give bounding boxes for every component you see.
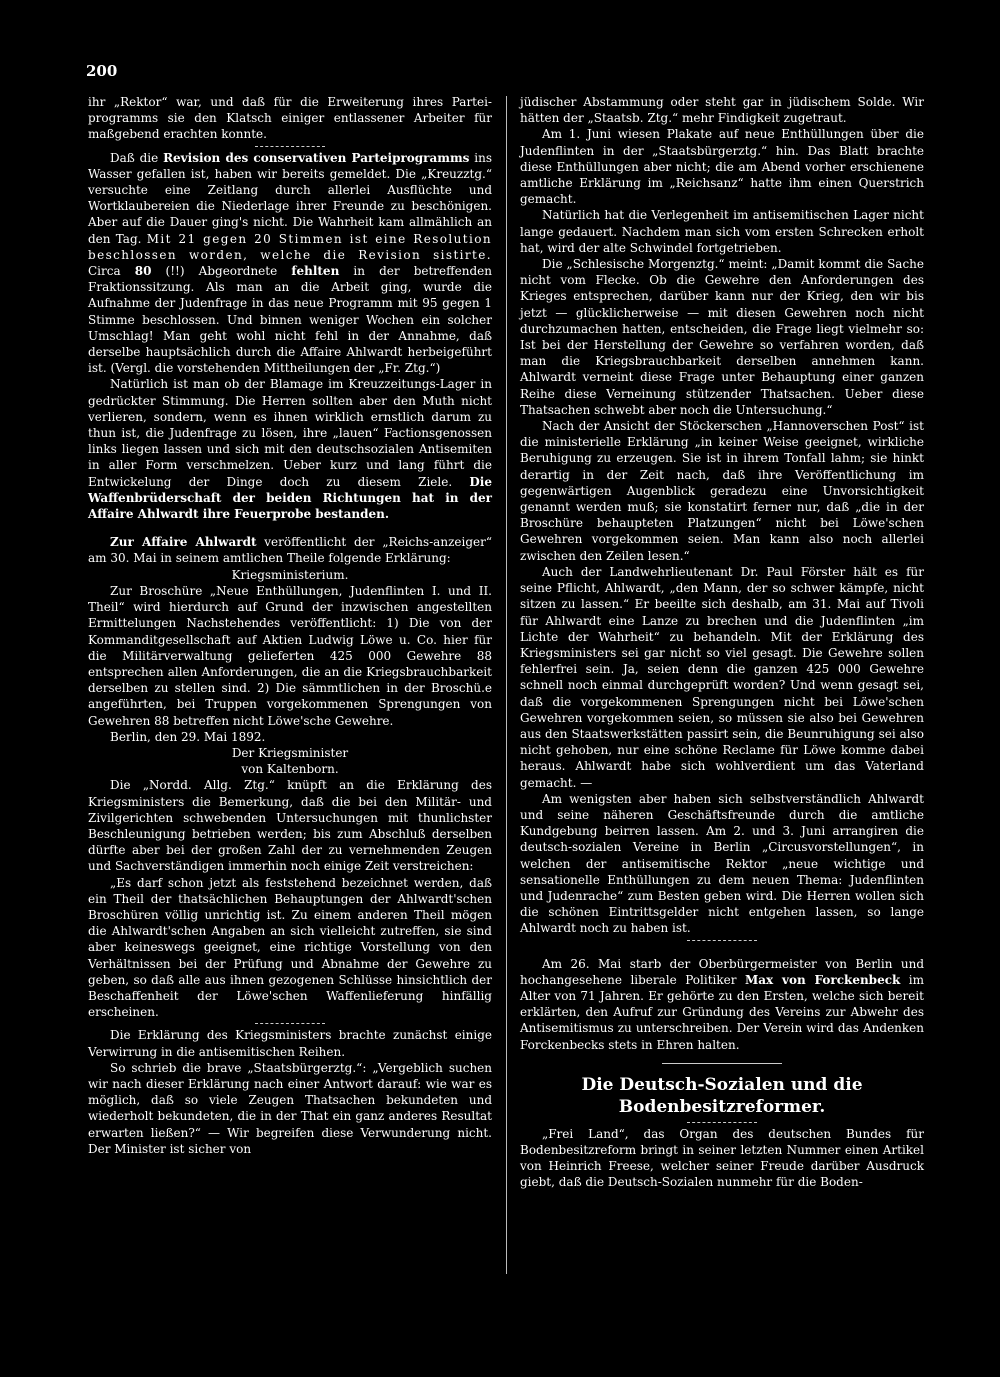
left-paragraph-2: Daß die Revision des conservativen Parteiprogramms ins Wasser gefallen ist, haben wir bereits gemeldet. Die „Kreuzztg.“ versuchte eine Zeitlang durch allerlei Ausflüchte und Wortklaubereien die Niederlage ihrer Freunde zu beschönigen. Aber auf die Dauer ging's nicht. Die Wahrheit kam allmählich an den Tag. Mit 21 gegen 20 Stimmen ist eine Resolution beschlossen worden, welche die Revision sistirte. Circa 80 (!!) Abgeordnete fehlten in der betreffenden Fraktionssitzung. Als man an die Arbeit ging, wurde die Aufnahme der Judenfrage in das neue Programm mit 95 gegen 1 Stimme beschlossen. Und binnen weniger Wochen ein solcher Umschlag! Man geht wohl nicht fehl in der Annahme, daß derselbe hauptsächlich durch die Affaire Ahlwardt herbeigeführt ist. (Vergl. die vorstehenden Mittheilungen der „Fr. Ztg.“) bbox=[88, 150, 493, 376]
left-paragraph-4: Zur Affaire Ahlwardt veröffentlicht der „Reichs-anzeiger“ am 30. Mai in seinem amtlichen Theile folgende Erklärung: bbox=[88, 535, 492, 566]
emphasis-bold: Max von Forckenbeck bbox=[744, 972, 901, 987]
right-paragraph-6: Auch der Landwehrlieutenant Dr. Paul Förster hält es für seine Pflicht, Ahlwardt, „den Mann, der so schwer kämpfe, nicht sitzen zu lassen.“ Er beeilte sich deshalb, am 31. Mai auf Tivoli für Ahlwardt eine Lanze zu brechen und die Judenflinten „im Lichte der Wahrheit“ zu behandeln. Mit der Erklärung des Kriegsministers sei gar nicht so viel gesagt. Die Gewehre sollen fehlerfrei sein. Ja, seien denn die ganzen 425 000 Gewehre schnell noch einmal durchgeprüft worden? Und wenn gesagt sei, daß die vorgekommenen Sprengungen nicht bei Löwe'schen Gewehren vorgekommen seien, so müssen sie also bei Gewehren aus den Staatswerkstätten passirt sein, die Beunruhigung sei also nicht gehoben, nur eine schöne Reclame für Löwe komme dabei heraus. Ahlwardt habe sich wohlverdient um das Vaterland gemacht. — bbox=[520, 564, 924, 790]
right-paragraph-1: jüdischer Abstammung oder steht gar in jüdischem Solde. Wir hätten der „Staatsb. Ztg.“ mehr Findigkeit zugetraut. bbox=[520, 95, 924, 126]
section-separator bbox=[255, 146, 325, 147]
emphasis-bold: Zur Affaire Ahlwardt bbox=[110, 535, 257, 550]
left-paragraph-1: ihr „Rektor“ war, und daß für die Erweiterung ihres Partei-programms sie den Klatsch einiger entlassener Arbeiter für maßgebend erachten konnte. bbox=[88, 95, 492, 142]
right-paragraph-3: Natürlich hat die Verlegenheit im antisemitischen Lager nicht lange gedauert. Nachdem man sich vom ersten Schrecken erholt hat, wird der alte Schwindel fortgetrieben. bbox=[520, 208, 924, 255]
left-paragraph-3: Natürlich ist man ob der Blamage im Kreuzzeitungs-Lager in gedrückter Stimmung. Die Herren sollten aber den Muth nicht verlieren, sondern, wenn es ihnen wirklich ernstlich darum zu thun ist, die Judenfrage zu lösen, ihre „lauen“ Factionsgenossen links liegen lassen und sich mit den deutschsozialen Antisemiten in aller Form verschmelzen. Ueber kurz und lang führt die Entwickelung der Dinge doch zu diesem Ziele. Die Waffenbrüderschaft der beiden Richtungen hat in der Affaire Ahlwardt ihre Feuerprobe bestanden. bbox=[88, 377, 492, 522]
left-column bbox=[88, 94, 492, 1157]
right-paragraph-2: Am 1. Juni wiesen Plakate auf neue Enthüllungen über die Judenflinten in der „Staatsbürgerztg.“ hin. Das Blatt brachte diese Enthüllungen aber nicht; die am Abend vorher erschienene amtliche Erklärung im „Reichsanz“ hatte ihm einen Querstrich gemacht. bbox=[520, 127, 924, 207]
signature-name: von Kaltenborn. bbox=[241, 762, 339, 777]
right-paragraph-7: Am wenigsten aber haben sich selbstverständlich Ahlwardt und seine näheren Geschäftsfreunde durch die amtliche Kundgebung beirren lassen. Am 2. und 3. Juni arrangiren die deutsch-sozialen Vereine in Berlin „Circusvorstellungen“, in welchen der antisemitische Rektor „neue wichtige und sensationelle Enthüllungen zu dem neuen Thema: Judenflinten und Judenrache“ zum Besten geben wird. Die Herren wollen sich die schönen Eintrittsgelder nicht entgehen lassen, so lange Ahlwardt noch zu haben ist. bbox=[520, 791, 924, 936]
article-heading: Die Deutsch-Sozialen und die Bodenbesitzreformer. bbox=[581, 1074, 863, 1117]
right-paragraph-5: Nach der Ansicht der Stöckerschen „Hannoverschen Post“ ist die ministerielle Erklärung „in keiner Weise geeignet, wirkliche Beruhigung zu erzeugen. Sie ist in ihrem Tonfall lahm; sie hinkt derartig in der Zeit nach, daß ihre Veröffentlichung im gegenwärtigen Augenblick geradezu eine Unvorsichtigkeit genannt werden muß; sie konstatirt ferner nur, daß „die in der Broschüre behaupteten Platzungen“ nicht bei Löwe'schen Gewehren vorgekommen seien. Man kann also noch allerlei zwischen den Zeilen lesen.“ bbox=[520, 419, 924, 563]
spacer bbox=[88, 522, 492, 534]
page-number: 200 bbox=[86, 62, 118, 80]
right-paragraph-4: Die „Schlesische Morgenztg.“ meint: „Damit kommt die Sache nicht vom Flecke. Ob die Gewehre den Anforderungen des Krieges entsprechen, darüber kann nur der Krieg, den wir bis jetzt — glücklicherweise — mit diesen Gewehren noch nicht durchzumachen hatten, entscheiden, die Frage liegt vielmehr so: Ist bei der Herstellung der Gewehre so verfahren worden, daß man die Kriegsbrauchbarkeit derselben annehmen kann. Ahlwardt verneint diese Frage unter Behauptung einer ganzen Reihe diese Verneinung stützender Thatsachen. Ueber diese Thatsachen schwebt aber noch die Untersuchung.“ bbox=[520, 257, 924, 417]
left-paragraph-13: So schrieb die brave „Staatsbürgerztg.“: „Vergeblich suchen wir nach dieser Erklärung nach einer Antwort darauf: wie war es möglich, daß so viele Zeugen Thatsachen bekundeten und wiederholt bekundeten, die in der That ein ganz anderes Resultat erwarten ließen?“ — Wir begreifen diese Verwunderung nicht. Der Minister ist sicher von bbox=[88, 1060, 492, 1156]
right-paragraph-8: Am 26. Mai starb der Oberbürgermeister von Berlin und hochangesehene liberale Politiker Max von Forckenbeck im Alter von 71 Jahren. Er gehörte zu den Ersten, welche sich bereit erklärten, den Aufruf zur Gründung des Vereins zur Abwehr des Antisemitismus zu unterschreiben. Der Verein wird das Andenken Forckenbecks stets in Ehren halten. bbox=[520, 956, 925, 1052]
heading-rule bbox=[687, 1122, 757, 1123]
signature-title: Der Kriegsminister bbox=[231, 745, 349, 760]
left-paragraph-11: „Es darf schon jetzt als feststehend bezeichnet werden, daß ein Theil der thatsächlichen Behauptungen der Ahlwardt'schen Broschüren völlig unrichtig ist. Zu einem anderen Theil mögen die Ahlwardt'schen Angaben an sich vielleicht zutreffen, sie sind aber keineswegs geeignet, eine richtige Vorstellung von den Verhältnissen bei der Prüfung und Abnahme der Gewehre zu geben, so daß alle aus ihnen gezogenen Schlüsse hinsichtlich der Beschaffenheit der Löwe'schen Waffenlieferung hinfällig erscheinen. bbox=[88, 875, 492, 1020]
section-separator bbox=[662, 1063, 782, 1064]
right-paragraph-9: „Frei Land“, das Organ des deutschen Bundes für Bodenbesitzreform bringt in seiner letzten Nummer einen Artikel von Heinrich Freese, welcher seiner Freude darüber Ausdruck giebt, daß die Deutsch-Sozialen nunmehr für die Boden- bbox=[520, 1126, 924, 1190]
dateline: Berlin, den 29. Mai 1892. bbox=[110, 729, 266, 744]
left-paragraph-10: Die „Nordd. Allg. Ztg.“ knüpft an die Erklärung des Kriegsministers die Bemerkung, daß die bei den Militär- und Zivilgerichten schwebenden Untersuchungen mit thunlichster Beschleunigung betrieben werden; bis zum Abschluß derselben dürfte aber bei der großen Zahl der zu vernehmenden Zeugen und Sachverständigen immerhin noch einige Zeit verstreichen: bbox=[88, 778, 492, 874]
emphasis-spaced: Mit 21 gegen 20 Stimmen ist eine Resolution beschlossen worden, welche die Revision sistirte. bbox=[88, 231, 492, 262]
section-separator bbox=[255, 1023, 325, 1024]
spacer bbox=[520, 944, 924, 956]
ministry-header: Kriegsministerium. bbox=[231, 567, 349, 582]
left-paragraph-12: Die Erklärung des Kriegsministers brachte zunächst einige Verwirrung in die antisemitischen Reihen. bbox=[88, 1028, 492, 1059]
section-separator bbox=[687, 940, 757, 941]
right-column bbox=[520, 94, 924, 1191]
emphasis-bold: Revision des conservativen Parteiprogramms bbox=[163, 150, 470, 165]
left-paragraph-6: Zur Broschüre „Neue Enthüllungen, Judenflinten I. und II. Theil“ wird hierdurch auf Grund der inzwischen angestellten Ermittelungen Nachstehendes veröffentlicht: 1) Die von der Kommanditgesellschaft auf Aktien Ludwig Löwe u. Co. hier für die Militärverwaltung gelieferten 425 000 Gewehre 88 entsprechen allen Anforderungen, die an die Kriegsbrauchbarkeit derselben zu stellen sind. 2) Die sämmtlichen in der Broschü.e angeführten, bei Truppen vorgekommenen Sprengungen von Gewehren 88 betreffen nicht Löwe'sche Gewehre. bbox=[88, 583, 492, 728]
column-rule bbox=[506, 96, 507, 1274]
emphasis-bold: Die Waffenbrüderschaft der beiden Richtungen hat in der Affaire Ahlwardt ihre Feuerprobe bestanden. bbox=[88, 474, 492, 522]
